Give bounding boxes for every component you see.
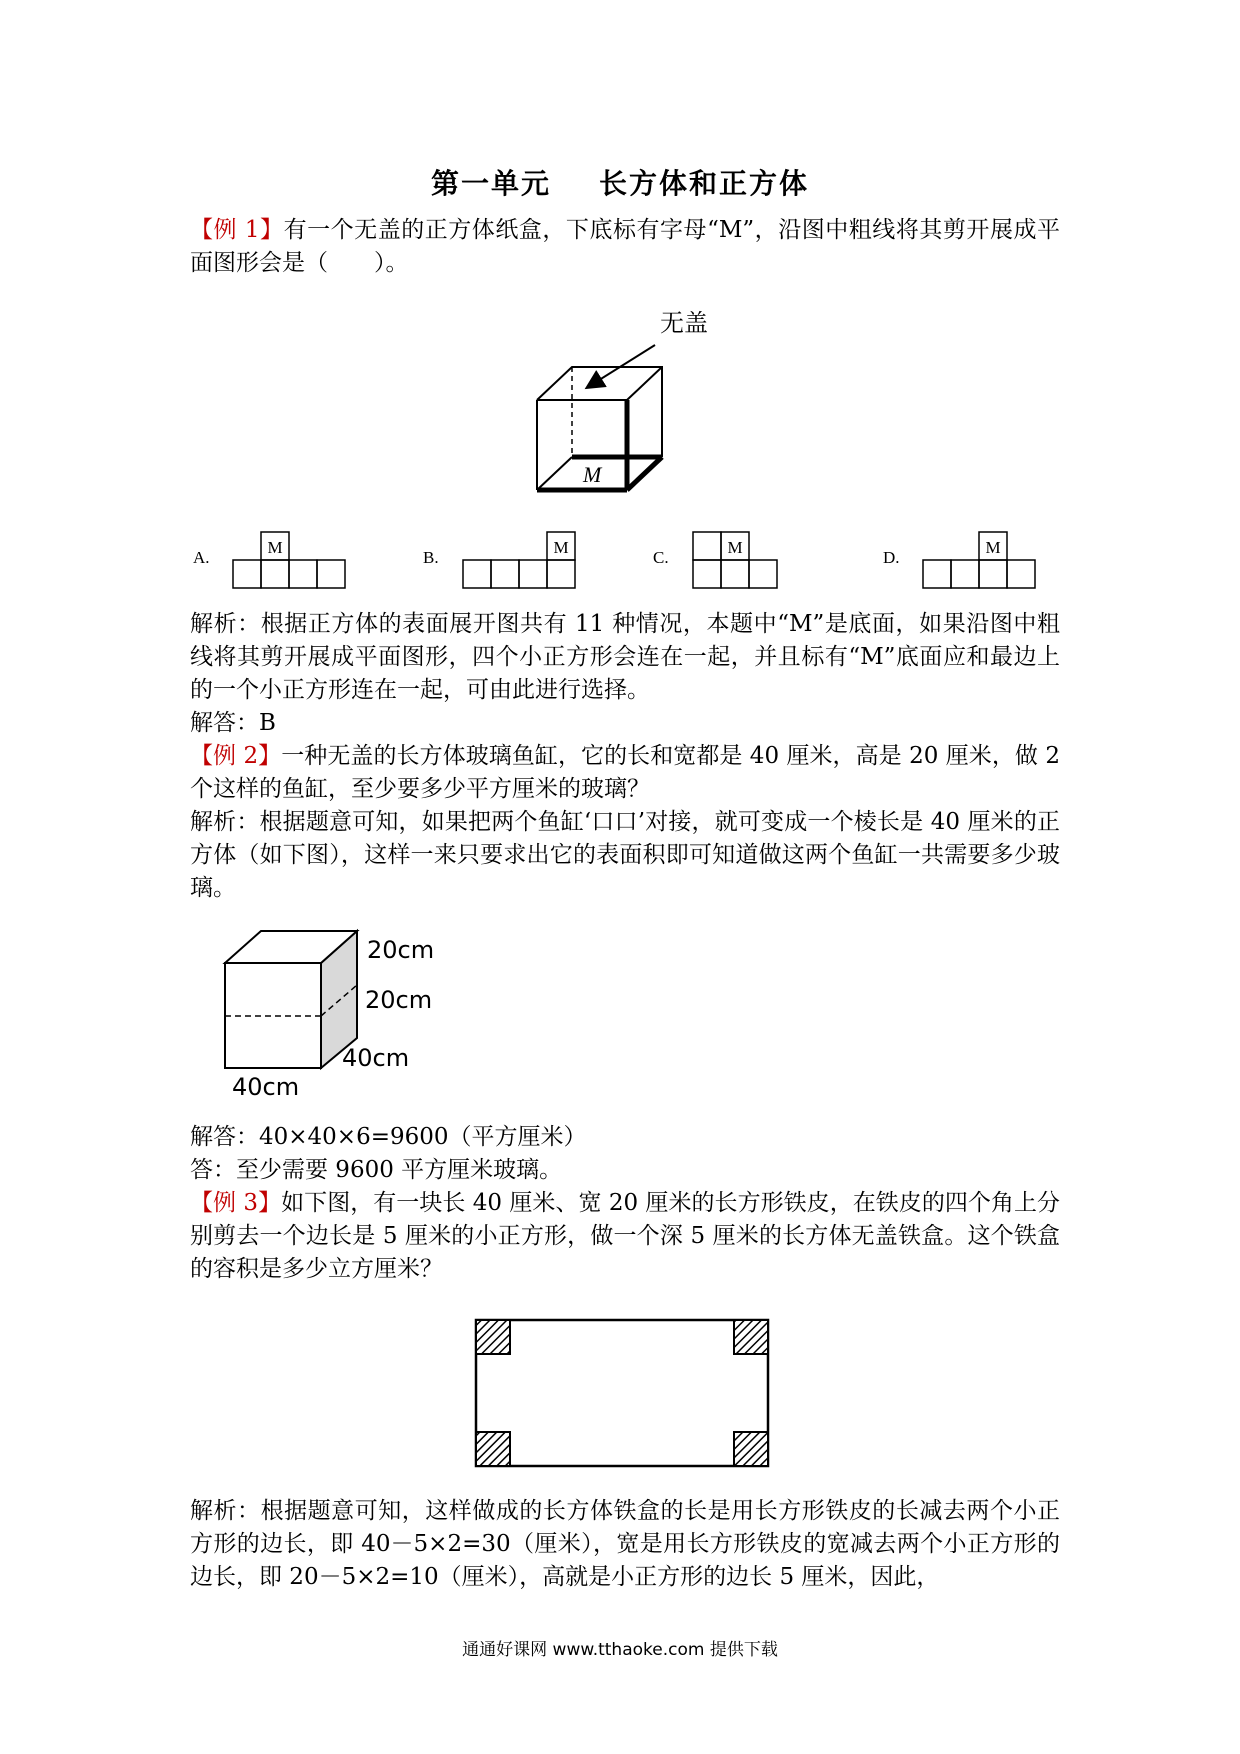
example2-tag: 【例 2】 [190, 743, 282, 769]
iron-sheet [476, 1320, 768, 1466]
example3-question [190, 1187, 1060, 1286]
option-c-label: C. [653, 548, 669, 567]
corner-square-top-right [734, 1320, 768, 1354]
example3-analysis: 解析：根据题意可知，这样做成的长方体铁盒的长是用长方形铁皮的长减去两个小正方形的边长，即 40－5×2=30（厘米），宽是用长方形铁皮的宽减去两个小正方形的边长，即 20－5×2=10（厘米），高就是小正方形的边长 5 厘米，因此， [190, 1498, 1060, 1590]
option-a-net [193, 530, 353, 590]
option-b-mark: M [553, 538, 569, 557]
example1-tag: 【例 1】 [190, 217, 284, 243]
example3-sheet-figure [474, 1318, 770, 1468]
lid-label: 无盖 [660, 309, 708, 337]
label-depth: 40cm [342, 1044, 410, 1072]
option-b-label: B. [423, 548, 439, 567]
bottom-letter: M [583, 462, 602, 487]
example2-box-figure [222, 928, 452, 1101]
option-d-net [883, 530, 1043, 590]
example2-solution: 解答：40×40×6=9600（平方厘米） [190, 1124, 587, 1150]
example3-tag: 【例 3】 [190, 1190, 282, 1216]
option-d-label: D. [883, 548, 900, 567]
example2-question [190, 740, 1060, 806]
label-mid-height: 20cm [365, 986, 433, 1014]
example2-analysis: 解析：根据题意可知，如果把两个鱼缸‘口口’对接，就可变成一个棱长是 40 厘米的正方体（如下图），这样一来只要求出它的表面积即可知道做这两个鱼缸一共需要多少玻璃。 [190, 809, 1060, 901]
example2-question-text: 一种无盖的长方体玻璃鱼缸，它的长和宽都是 40 厘米，高是 20 厘米，做 2 个这样的鱼缸，至少要多少平方厘米的玻璃？ [190, 743, 1060, 802]
corner-square-bottom-right [734, 1432, 768, 1466]
example3-question-text: 如下图，有一块长 40 厘米、宽 20 厘米的长方形铁皮，在铁皮的四个角上分别剪去一个边长是 5 厘米的小正方形，做一个深 5 厘米的长方体无盖铁盒。这个铁盒的容积是多少立方厘米？ [190, 1190, 1061, 1282]
option-a-label: A. [193, 548, 210, 567]
example1-question [190, 214, 1060, 280]
option-a-mark: M [267, 538, 283, 557]
option-c-mark: M [727, 538, 743, 557]
corner-square-bottom-left [476, 1432, 510, 1466]
example1-cube-figure [530, 305, 730, 495]
option-b-net [423, 530, 583, 590]
page-title [0, 162, 1240, 202]
example2-answer: 答：至少需要 9600 平方厘米玻璃。 [190, 1157, 563, 1183]
example1-analysis: 解析：根据正方体的表面展开图共有 11 种情况，本题中“M”是底面，如果沿图中粗线将其剪开展成平面图形，四个小正方形会连在一起，并且标有“M”底面应和最边上的一个小正方形连在一起，可由此进行选择。 [190, 611, 1060, 703]
example1-answer: 解答：B [190, 710, 276, 736]
label-top-height: 20cm [367, 936, 435, 964]
corner-square-top-left [476, 1320, 510, 1354]
unit-label: 第一单元 [430, 167, 551, 200]
example1-question-text: 有一个无盖的正方体纸盒，下底标有字母“M”，沿图中粗线将其剪开展成平面图形会是（ ）。 [190, 217, 1060, 276]
page-footer: 通通好课网 www.tthaoke.com 提供下载 [462, 1640, 778, 1660]
option-c-net [653, 530, 813, 590]
label-length: 40cm [232, 1073, 300, 1101]
option-d-mark: M [985, 538, 1001, 557]
unit-topic: 长方体和正方体 [599, 167, 810, 200]
